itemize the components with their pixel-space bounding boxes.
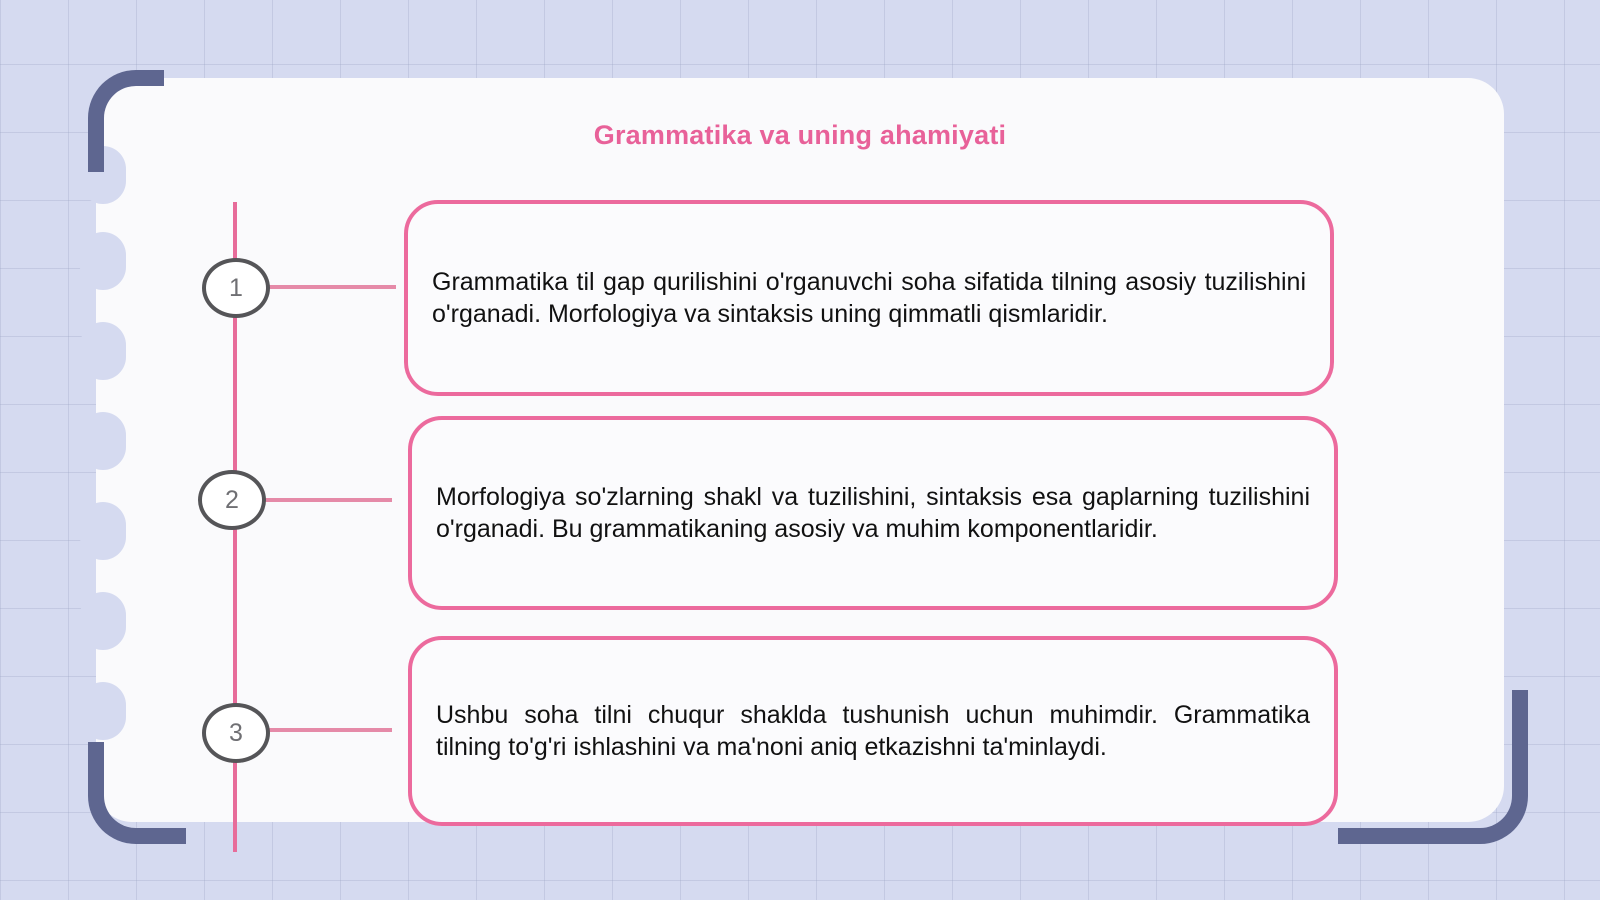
step-card	[408, 636, 1338, 826]
notebook-hole	[80, 592, 126, 650]
step-number-circle: 3	[202, 703, 270, 763]
timeline-connector	[266, 285, 396, 289]
step-card	[404, 200, 1334, 396]
slide-title: Grammatika va uning ahamiyati	[593, 120, 1007, 150]
corner-bracket-bottom-left	[88, 742, 186, 844]
step-card	[408, 416, 1338, 610]
notebook-hole	[80, 682, 126, 740]
step-card-text: Grammatika til gap qurilishini o'rganuvchi soha sifatida tilning asosiy tuzilishini o'rganadi. Morfologiya va sintaksis uning qimmatli qismlaridir.	[432, 268, 1306, 328]
corner-bracket-top-left	[88, 70, 164, 172]
step-number-circle: 2	[198, 470, 266, 530]
notebook-hole	[80, 232, 126, 290]
notebook-hole	[80, 322, 126, 380]
step-number-circle: 1	[202, 258, 270, 318]
timeline-connector	[262, 498, 392, 502]
timeline-connector	[266, 728, 392, 732]
notebook-hole	[80, 412, 126, 470]
corner-bracket-bottom-right	[1338, 690, 1528, 844]
notebook-hole	[80, 502, 126, 560]
step-card-text: Morfologiya so'zlarning shakl va tuzilishini, sintaksis esa gaplarning tuzilishini o'rganadi. Bu grammatikaning asosiy va muhim komponentlaridir.	[436, 483, 1310, 543]
step-card-text: Ushbu soha tilni chuqur shaklda tushunish uchun muhimdir. Grammatika tilning to'g'ri ishlashini va ma'noni aniq etkazishni ta'minlaydi.	[436, 701, 1310, 761]
